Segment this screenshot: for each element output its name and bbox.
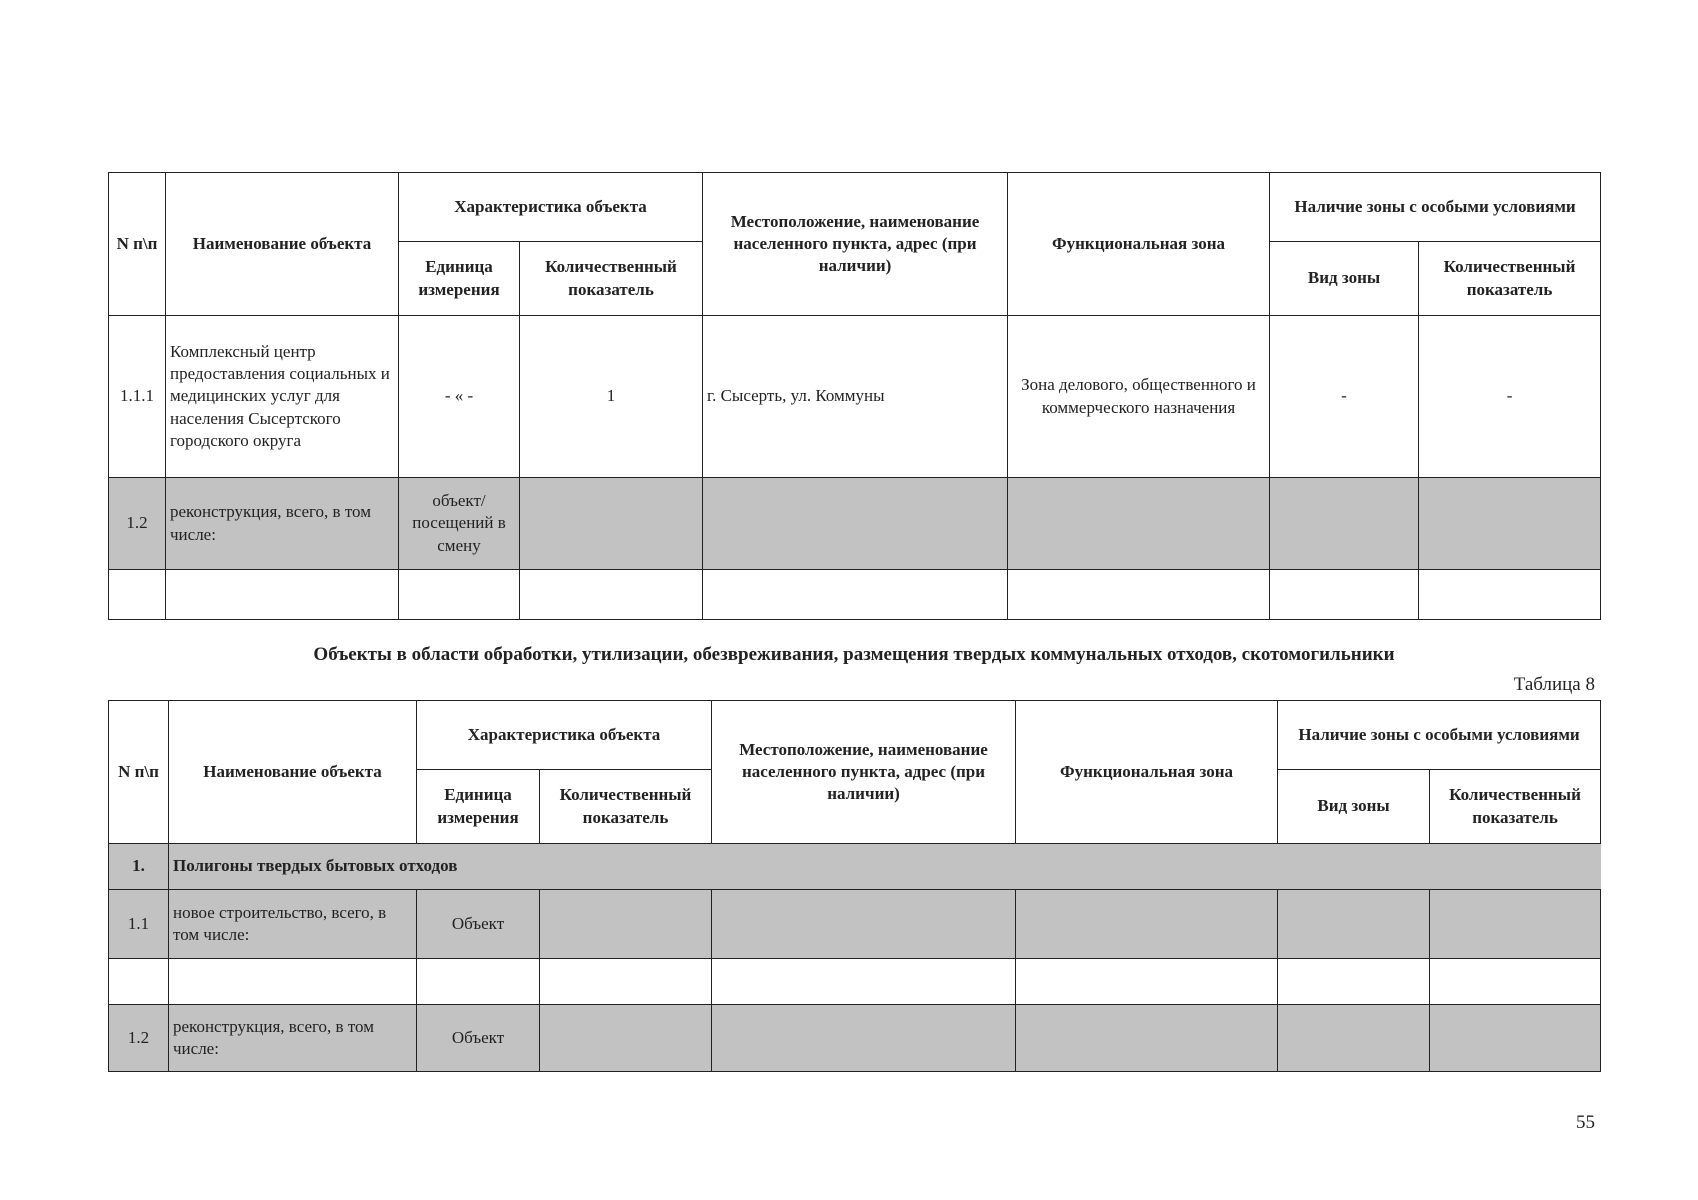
- empty-cell: [1278, 959, 1430, 1005]
- header-unit: Единица измерения: [417, 770, 540, 844]
- row-name: реконструкция, всего, в том числе:: [166, 478, 399, 570]
- empty-cell: [166, 570, 399, 620]
- header-name: Наименование объекта: [169, 701, 417, 844]
- page-number: 55: [1576, 1112, 1595, 1133]
- header-location: Местоположение, наименование населенного пункта, адрес (при наличии): [712, 701, 1016, 844]
- empty-cell: [520, 478, 703, 570]
- empty-cell: [1270, 570, 1419, 620]
- empty-cell: [540, 959, 712, 1005]
- empty-cell: [1270, 478, 1419, 570]
- table-row: [109, 316, 1601, 478]
- header-zone: Функциональная зона: [1008, 173, 1270, 316]
- row-location: г. Сысерть, ул. Коммуны: [703, 316, 1008, 478]
- empty-cell: [169, 959, 417, 1005]
- header-zone-quantity: Количественный показатель: [1419, 242, 1601, 316]
- empty-cell: [109, 959, 169, 1005]
- row-zone-quantity: -: [1419, 316, 1601, 478]
- row-quantity: 1: [520, 316, 703, 478]
- empty-cell: [1430, 959, 1601, 1005]
- row-num: 1.1: [109, 890, 169, 959]
- empty-cell: [1278, 1005, 1430, 1072]
- empty-cell: [399, 570, 520, 620]
- row-unit: - « -: [399, 316, 520, 478]
- row-zone-type: -: [1270, 316, 1419, 478]
- empty-cell: [1016, 959, 1278, 1005]
- empty-cell: [1008, 478, 1270, 570]
- header-location: Местоположение, наименование населенного пункта, адрес (при наличии): [703, 173, 1008, 316]
- empty-cell: [712, 890, 1016, 959]
- table-row: [109, 959, 1601, 1005]
- empty-cell: [1419, 570, 1601, 620]
- table-caption: Объекты в области обработки, утилизации, обезвреживания, размещения твердых коммунальных отходов, скотомогильники: [313, 644, 1395, 665]
- empty-cell: [1016, 890, 1278, 959]
- table-row: [109, 478, 1601, 570]
- empty-cell: [712, 959, 1016, 1005]
- row-num: 1.2: [109, 478, 166, 570]
- row-num: 1.2: [109, 1005, 169, 1072]
- empty-cell: [540, 890, 712, 959]
- row-unit: объект/ посещений в смену: [399, 478, 520, 570]
- table-row: [109, 1005, 1601, 1072]
- empty-cell: [1016, 1005, 1278, 1072]
- table-bottom: [108, 700, 1601, 1072]
- header-special: Наличие зоны с особыми условиями: [1270, 173, 1601, 242]
- table-row: [109, 890, 1601, 959]
- section-num: 1.: [109, 844, 169, 890]
- header-num: N п\п: [109, 701, 169, 844]
- empty-cell: [1430, 890, 1601, 959]
- header-zone-quantity: Количественный показатель: [1430, 770, 1601, 844]
- empty-cell: [712, 1005, 1016, 1072]
- header-name: Наименование объекта: [166, 173, 399, 316]
- header-special: Наличие зоны с особыми условиями: [1278, 701, 1601, 770]
- row-name: Комплексный центр предоставления социальных и медицинских услуг для населения Сысертского городского округа: [166, 316, 399, 478]
- empty-cell: [1278, 890, 1430, 959]
- header-zone-type: Вид зоны: [1270, 242, 1419, 316]
- table-number: Таблица 8: [1513, 674, 1595, 695]
- row-num: 1.1.1: [109, 316, 166, 478]
- row-unit: Объект: [417, 1005, 540, 1072]
- empty-cell: [1430, 1005, 1601, 1072]
- table-row: [109, 570, 1601, 620]
- row-name: реконструкция, всего, в том числе:: [169, 1005, 417, 1072]
- empty-cell: [703, 478, 1008, 570]
- row-zone: Зона делового, общественного и коммерческого назначения: [1008, 316, 1270, 478]
- header-unit: Единица измерения: [399, 242, 520, 316]
- header-num: N п\п: [109, 173, 166, 316]
- table-top: [108, 172, 1601, 620]
- empty-cell: [417, 959, 540, 1005]
- header-characteristic: Характеристика объекта: [399, 173, 703, 242]
- header-quantity: Количественный показатель: [540, 770, 712, 844]
- header-quantity: Количественный показатель: [520, 242, 703, 316]
- section-row: [109, 844, 1601, 890]
- empty-cell: [1419, 478, 1601, 570]
- header-zone: Функциональная зона: [1016, 701, 1278, 844]
- header-zone-type: Вид зоны: [1278, 770, 1430, 844]
- row-name: новое строительство, всего, в том числе:: [169, 890, 417, 959]
- empty-cell: [703, 570, 1008, 620]
- empty-cell: [540, 1005, 712, 1072]
- empty-cell: [109, 570, 166, 620]
- empty-cell: [520, 570, 703, 620]
- section-title: Полигоны твердых бытовых отходов: [169, 844, 1601, 890]
- header-characteristic: Характеристика объекта: [417, 701, 712, 770]
- empty-cell: [1008, 570, 1270, 620]
- row-unit: Объект: [417, 890, 540, 959]
